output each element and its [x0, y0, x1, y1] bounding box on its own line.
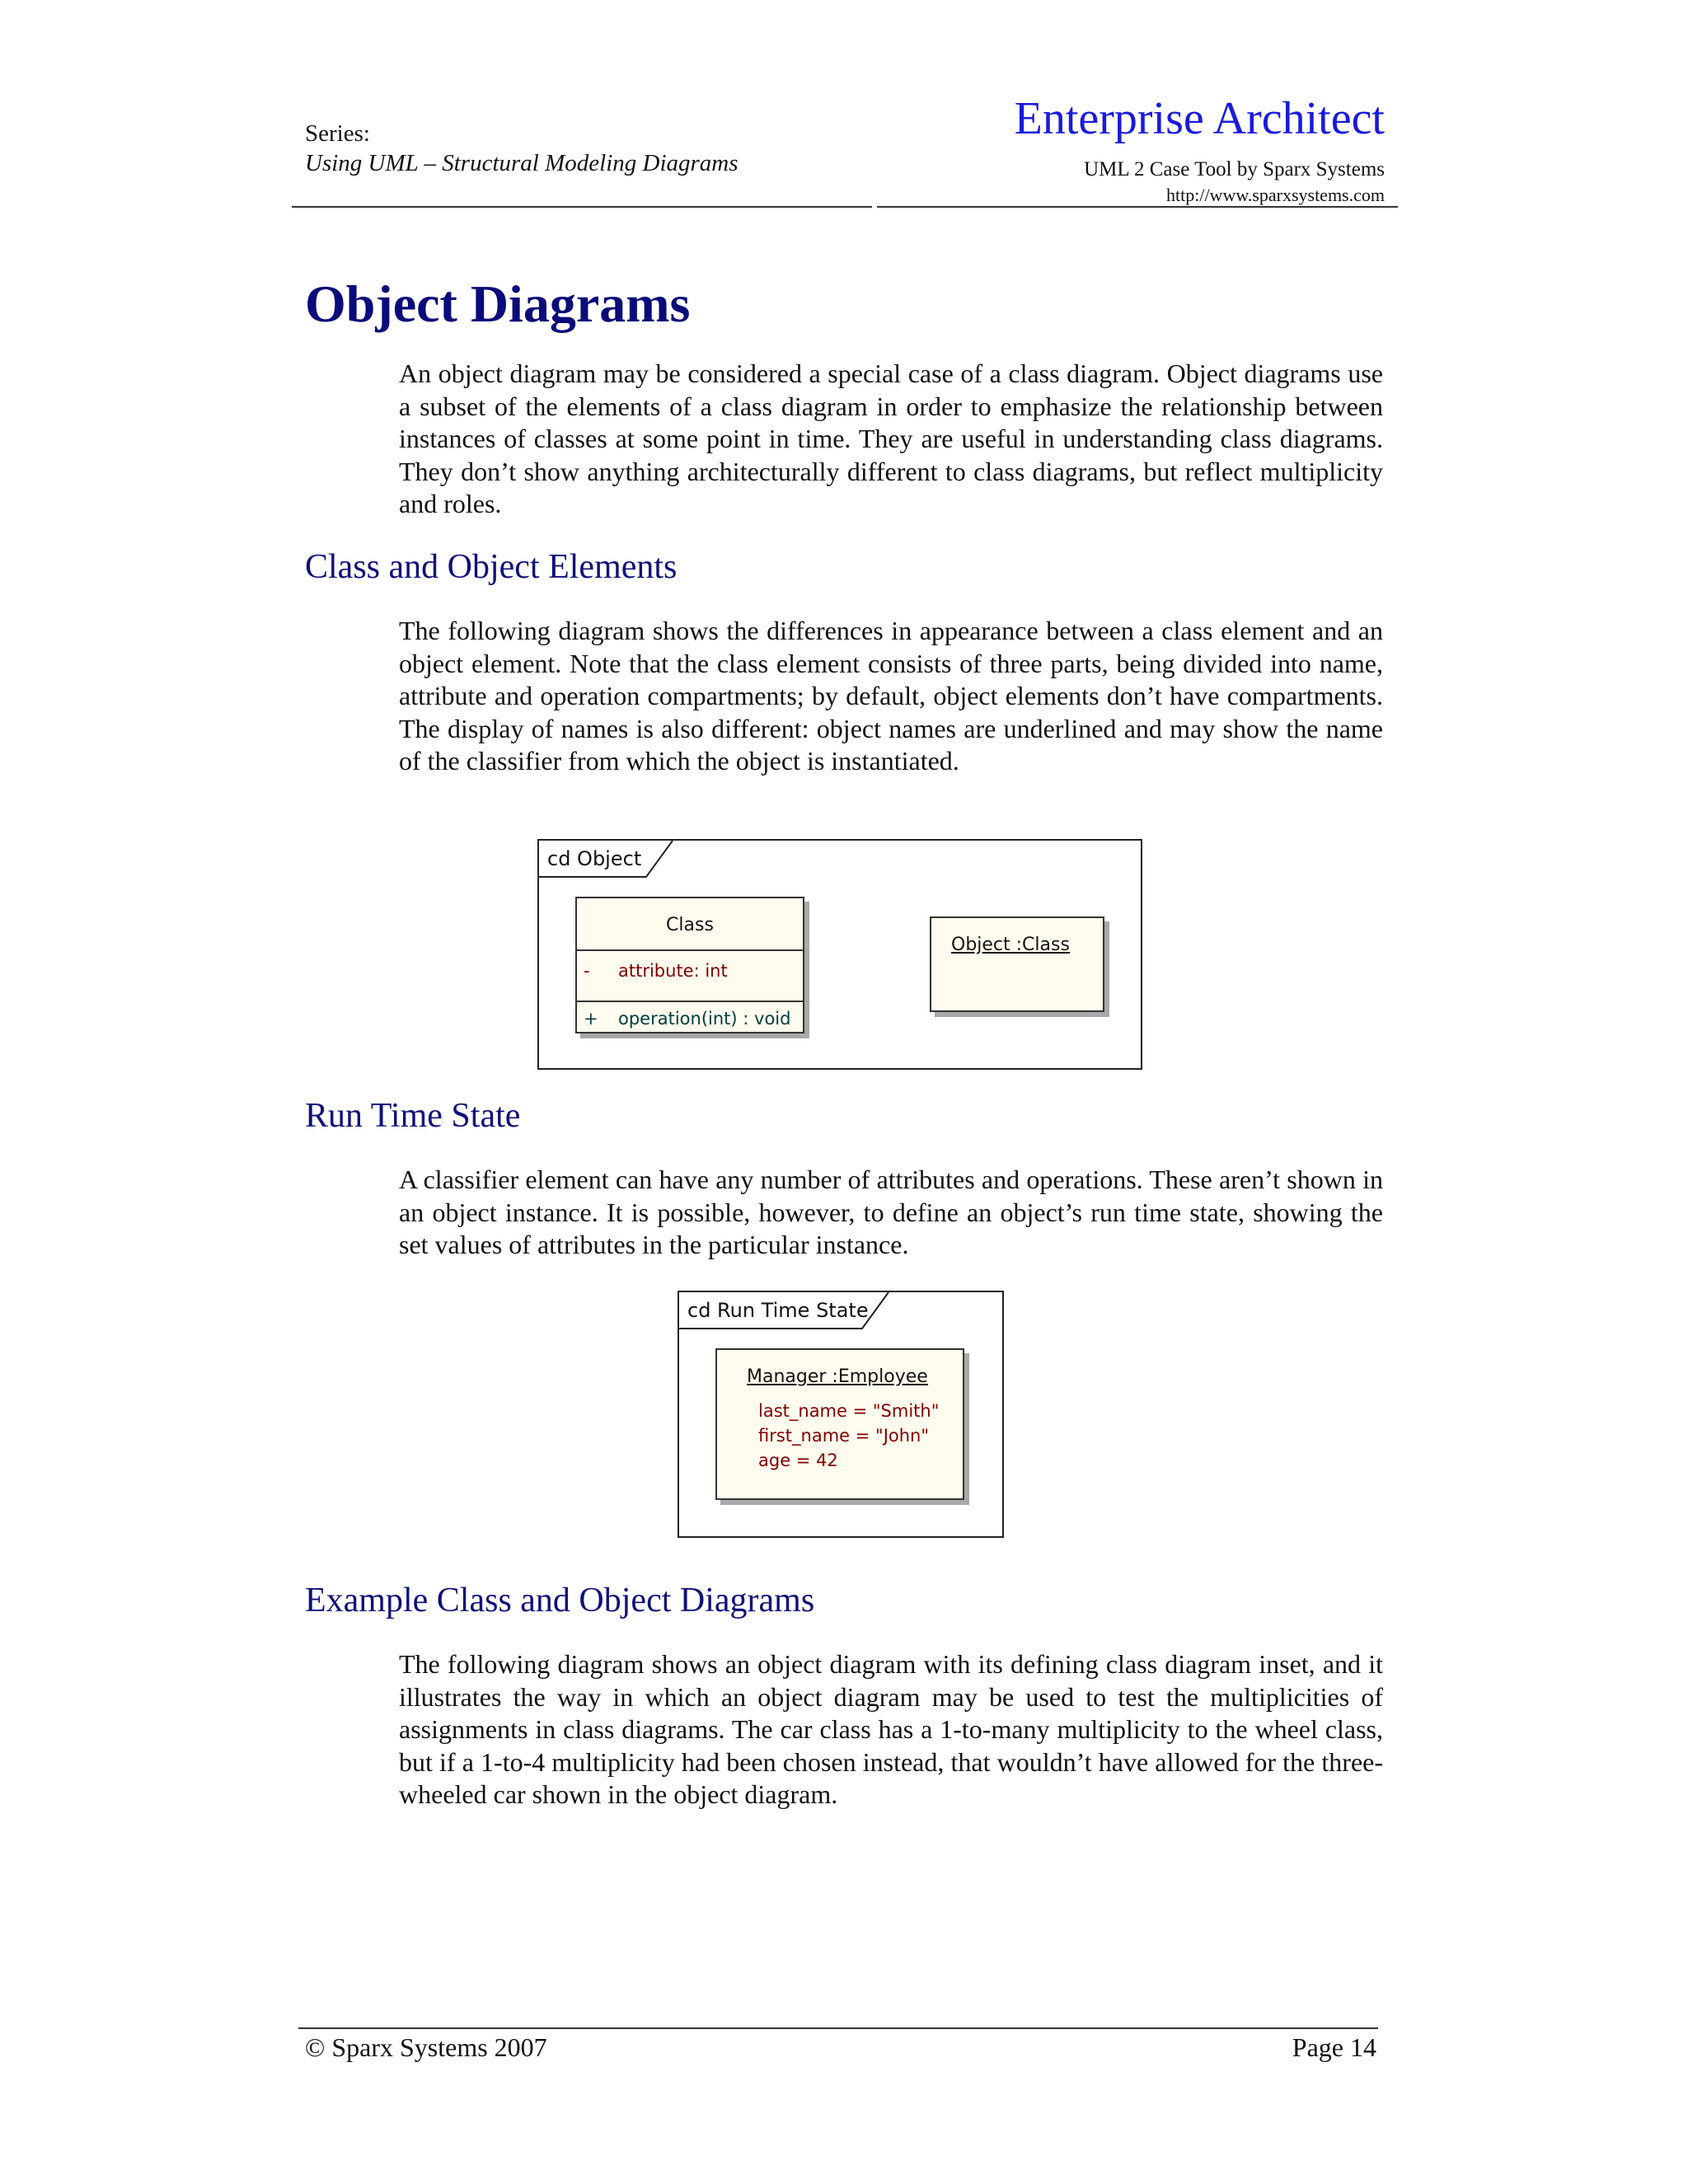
object-diagram-frame	[537, 839, 1142, 1070]
run-time-paragraph: A classifier element can have any number of attributes and operations. These aren’t shown in an object instance. It is possible, however, to define an object’s run time state, showing the set values of attributes in the particular instance.	[399, 1165, 1383, 1259]
slot-first-name: first_name = "John"	[758, 1426, 930, 1446]
class-name: Class	[666, 915, 714, 935]
section-heading-run-time: Run Time State	[305, 1097, 521, 1135]
footer-page-number: Page 14	[1292, 2032, 1376, 2062]
class-object-paragraph: The following diagram shows the differences in appearance between a class element and an object element. Note that the class element consists of three parts, being divided into name, attribute and operation compartments; by default, object elements don’t have compartments. The display of names is also different: object names are underlined and may show the name of the classifier from which the object is instantiated.	[399, 616, 1383, 776]
footer-copyright: © Sparx Systems 2007	[305, 2032, 547, 2062]
class-element[interactable]	[575, 897, 804, 1033]
class-attribute: attribute: int	[618, 961, 728, 981]
attribute-compartment-divider	[577, 949, 803, 951]
product-subtitle: UML 2 Case Tool by Sparx Systems	[1084, 158, 1385, 180]
section-heading-example: Example Class and Object Diagrams	[305, 1582, 815, 1619]
header-rule-left	[292, 206, 872, 208]
product-title: Enterprise Architect	[1014, 93, 1385, 144]
example-paragraph: The following diagram shows an object diagram with its defining class diagram inset, and it illustrates the way in which an object diagram may be used to test the multiplicities of assignments in class diagrams. The car class has a 1-to-many multiplicity to the wheel class, but if a 1-to-4 multiplicity had been chosen instead, that wouldn’t have allowed for the three-wheeled car shown in the object diagram.	[399, 1649, 1383, 1809]
employee-object-element[interactable]	[715, 1348, 964, 1500]
section-heading-class-object: Class and Object Elements	[305, 548, 678, 586]
product-url[interactable]: http://www.sparxsystems.com	[1166, 185, 1385, 205]
header-rule-right	[877, 206, 1398, 208]
frame-label: cd Run Time State	[687, 1299, 869, 1322]
object-element[interactable]	[930, 916, 1104, 1012]
frame-label: cd Object	[547, 847, 642, 870]
object-name: Manager :Employee	[747, 1366, 928, 1387]
attribute-visibility: -	[584, 961, 590, 981]
series-label: Series:	[305, 120, 370, 147]
slot-last-name: last_name = "Smith"	[758, 1401, 940, 1421]
class-operation: operation(int) : void	[618, 1009, 791, 1029]
object-name: Object :Class	[951, 935, 1070, 955]
footer-rule	[298, 2027, 1378, 2029]
operation-visibility: +	[584, 1009, 598, 1029]
operation-compartment-divider	[577, 1001, 803, 1002]
series-title: Using UML – Structural Modeling Diagrams	[305, 150, 738, 176]
intro-paragraph: An object diagram may be considered a special case of a class diagram. Object diagrams use a subset of the elements of a class diagram in order to emphasize the relationship between instances of classes at some point in time. They are useful in understanding class diagrams. They don’t show anything architecturally different to class diagrams, but reflect multiplicity and roles.	[399, 359, 1383, 518]
slot-age: age = 42	[758, 1451, 838, 1470]
page-title: Object Diagrams	[305, 274, 691, 333]
run-time-diagram-frame	[678, 1291, 1004, 1538]
